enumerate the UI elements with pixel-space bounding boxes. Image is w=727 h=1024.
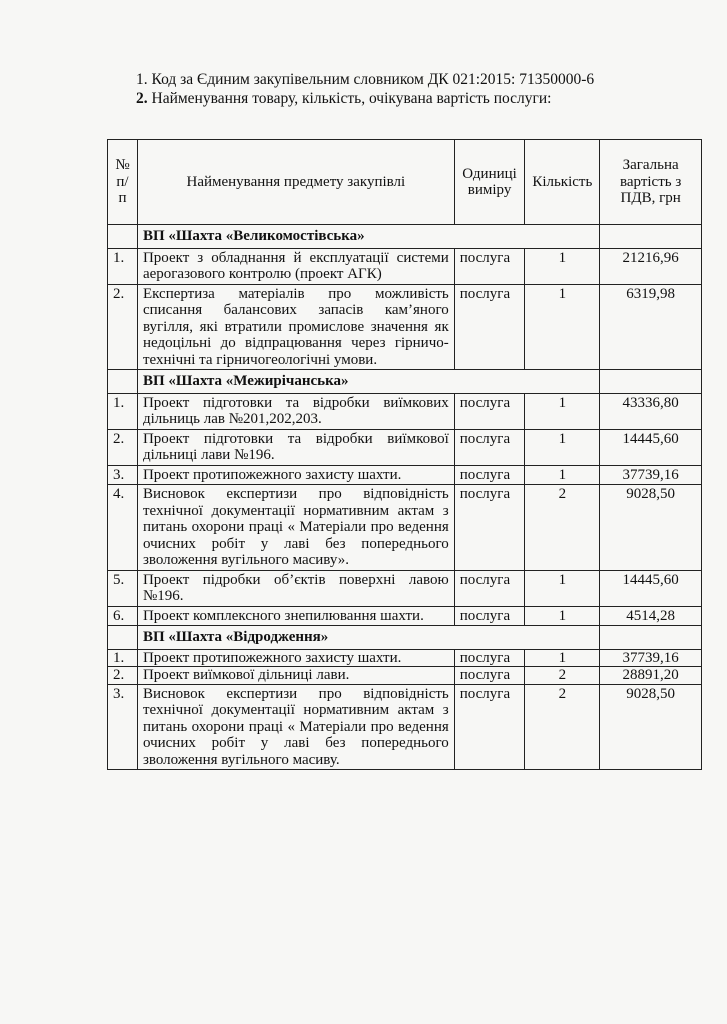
row-quantity: 2 bbox=[525, 684, 600, 770]
table-row bbox=[108, 393, 702, 429]
goods-description-text: Найменування товару, кількість, очікувана вартість послуги: bbox=[147, 90, 552, 107]
row-unit: послуга bbox=[454, 429, 525, 465]
row-name: Проект протипожежного захисту шахти. bbox=[137, 649, 454, 667]
row-quantity: 1 bbox=[525, 429, 600, 465]
row-unit: послуга bbox=[454, 684, 525, 770]
table-row bbox=[108, 465, 702, 485]
section-row bbox=[108, 225, 702, 249]
section-row bbox=[108, 626, 702, 650]
row-total: 9028,50 bbox=[600, 485, 702, 571]
table-row bbox=[108, 429, 702, 465]
row-quantity: 1 bbox=[525, 465, 600, 485]
row-number: 3. bbox=[108, 465, 138, 485]
section-title: ВП «Шахта «Межирічанська» bbox=[137, 370, 599, 394]
row-total: 43336,80 bbox=[600, 393, 702, 429]
table-row bbox=[108, 649, 702, 667]
row-total: 6319,98 bbox=[600, 284, 702, 370]
row-name: Проект з обладнання й експлуатації системи аерогазового контролю (проект АГК) bbox=[137, 248, 454, 284]
row-quantity: 2 bbox=[525, 667, 600, 685]
row-number: 1. bbox=[108, 393, 138, 429]
row-number: 2. bbox=[108, 429, 138, 465]
row-number: 1. bbox=[108, 248, 138, 284]
item-number: 2. bbox=[136, 90, 148, 107]
row-quantity: 2 bbox=[525, 485, 600, 571]
col-header-total: Загальна вартість з ПДВ, грн bbox=[600, 140, 702, 225]
row-unit: послуга bbox=[454, 393, 525, 429]
row-number: 2. bbox=[108, 667, 138, 685]
procurement-table bbox=[107, 139, 702, 770]
row-unit: послуга bbox=[454, 570, 525, 606]
row-name: Проект комплексного знепилювання шахти. bbox=[137, 606, 454, 626]
row-number: 2. bbox=[108, 284, 138, 370]
row-quantity: 1 bbox=[525, 606, 600, 626]
row-quantity: 1 bbox=[525, 570, 600, 606]
section-title: ВП «Шахта «Відродження» bbox=[137, 626, 599, 650]
table-row bbox=[108, 248, 702, 284]
table-row bbox=[108, 485, 702, 571]
row-name: Проект протипожежного захисту шахти. bbox=[137, 465, 454, 485]
row-unit: послуга bbox=[454, 649, 525, 667]
row-unit: послуга bbox=[454, 248, 525, 284]
row-name: Проект підготовки та відробки виїмкової дільниці лави №196. bbox=[137, 429, 454, 465]
row-name: Висновок експертизи про відповідність технічної документації нормативним актам з питань охорони праці « Матеріали про ведення очисних робіт у лаві без попереднього зволоження вугільного масиву». bbox=[137, 485, 454, 571]
section-row bbox=[108, 370, 702, 394]
row-name: Висновок експертизи про відповідність технічної документації нормативним актам з питань охорони праці « Матеріали про ведення очисних робіт у лаві без попереднього зволоження вугільного масиву. bbox=[137, 684, 454, 770]
row-total: 14445,60 bbox=[600, 429, 702, 465]
row-unit: послуга bbox=[454, 465, 525, 485]
row-number: 3. bbox=[108, 684, 138, 770]
row-total: 37739,16 bbox=[600, 465, 702, 485]
row-total: 21216,96 bbox=[600, 248, 702, 284]
row-quantity: 1 bbox=[525, 284, 600, 370]
col-header-unit: Одиниці виміру bbox=[454, 140, 525, 225]
row-unit: послуга bbox=[454, 485, 525, 571]
document-header bbox=[136, 70, 696, 108]
row-total: 14445,60 bbox=[600, 570, 702, 606]
row-number: 6. bbox=[108, 606, 138, 626]
table-row bbox=[108, 667, 702, 685]
table-row bbox=[108, 284, 702, 370]
row-total: 37739,16 bbox=[600, 649, 702, 667]
row-unit: послуга bbox=[454, 667, 525, 685]
row-quantity: 1 bbox=[525, 393, 600, 429]
row-number: 5. bbox=[108, 570, 138, 606]
section-title: ВП «Шахта «Великомостівська» bbox=[137, 225, 599, 249]
row-quantity: 1 bbox=[525, 649, 600, 667]
col-header-quantity: Кількість bbox=[525, 140, 600, 225]
row-name: Проект підготовки та відробки виїмкових дільниць лав №201,202,203. bbox=[137, 393, 454, 429]
row-number: 1. bbox=[108, 649, 138, 667]
row-unit: послуга bbox=[454, 284, 525, 370]
col-header-number: № п/п bbox=[108, 140, 138, 225]
row-total: 4514,28 bbox=[600, 606, 702, 626]
table-header-row bbox=[108, 140, 702, 225]
table-row bbox=[108, 570, 702, 606]
goods-description-line bbox=[136, 89, 696, 108]
row-quantity: 1 bbox=[525, 248, 600, 284]
row-total: 28891,20 bbox=[600, 667, 702, 685]
row-name: Проект підробки об’єктів поверхні лавою №196. bbox=[137, 570, 454, 606]
col-header-name: Найменування предмету закупівлі bbox=[137, 140, 454, 225]
row-unit: послуга bbox=[454, 606, 525, 626]
row-name: Експертиза матеріалів про можливість списання балансових запасів кам’яного вугілля, які втратили промислове значення як недоцільні до відпрацювання через гірничо-технічні та гірничогеологічні умови. bbox=[137, 284, 454, 370]
row-name: Проект виїмкової дільниці лави. bbox=[137, 667, 454, 685]
table-row bbox=[108, 684, 702, 770]
row-total: 9028,50 bbox=[600, 684, 702, 770]
row-number: 4. bbox=[108, 485, 138, 571]
cpv-code-line: 1. Код за Єдиним закупівельним словником ДК 021:2015: 71350000-6 bbox=[136, 71, 595, 88]
table-row bbox=[108, 606, 702, 626]
